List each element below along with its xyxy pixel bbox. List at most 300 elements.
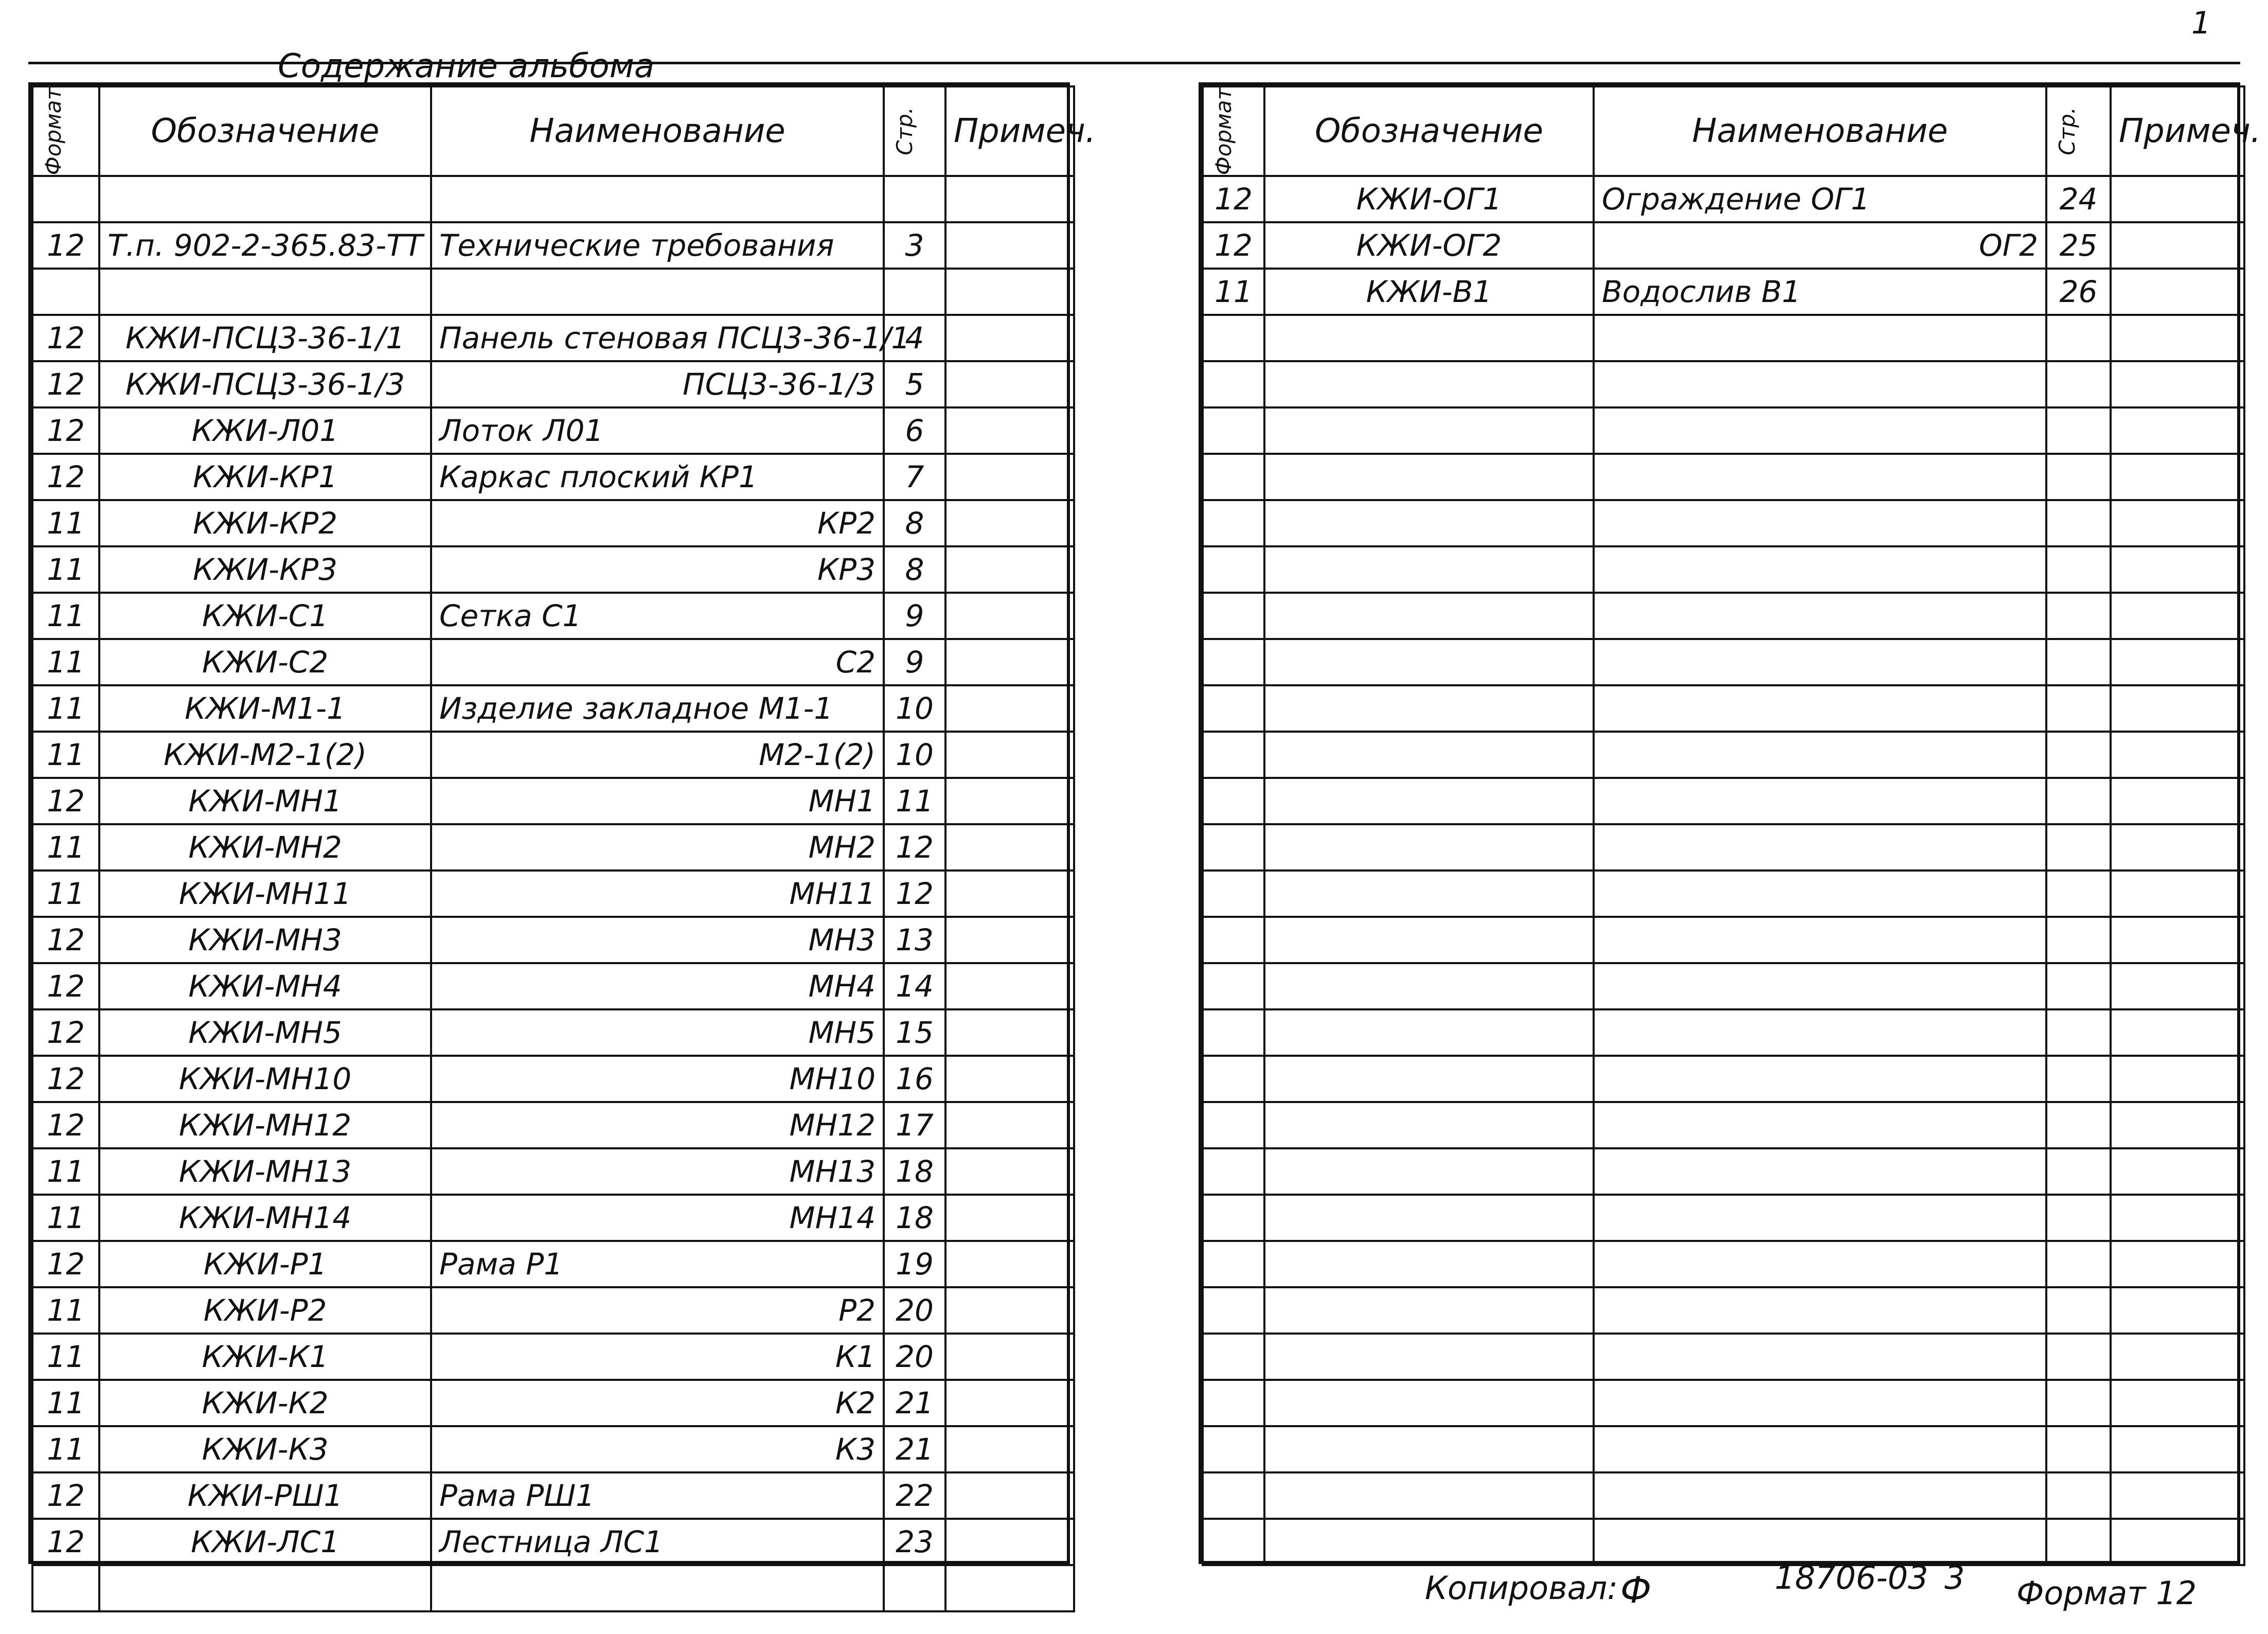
cell-format xyxy=(32,176,99,222)
footer-doc-number: 18706-03 xyxy=(1775,1559,1928,1596)
empty-cell-page xyxy=(2046,1195,2111,1241)
empty-cell-note xyxy=(2111,871,2244,917)
cell-format: 12 xyxy=(32,963,99,1009)
table-row xyxy=(32,917,1074,963)
cell-name: Сетка С1 xyxy=(431,593,884,639)
cell-note xyxy=(945,917,1074,963)
cell-note xyxy=(945,1241,1074,1287)
empty-cell-format xyxy=(1203,546,1264,593)
empty-cell-format xyxy=(1203,871,1264,917)
empty-cell-designation xyxy=(1264,1148,1594,1195)
empty-cell-designation xyxy=(1264,639,1594,685)
table-row xyxy=(32,1380,1074,1426)
empty-cell-note xyxy=(2111,1519,2244,1565)
cell-note xyxy=(945,1334,1074,1380)
table-row xyxy=(32,176,1074,222)
table-row xyxy=(32,1426,1074,1472)
table-row xyxy=(32,1334,1074,1380)
cell-designation: КЖИ-МН2 xyxy=(99,824,431,871)
cell-name: ПСЦ3-36-1/3 xyxy=(431,361,884,407)
cell-format xyxy=(32,269,99,315)
cell-note xyxy=(945,824,1074,871)
empty-cell-note xyxy=(2111,1380,2244,1426)
cell-designation: КЖИ-МН5 xyxy=(99,1009,431,1056)
empty-cell-designation xyxy=(1264,546,1594,593)
cell-designation: КЖИ-С1 xyxy=(99,593,431,639)
cell-page xyxy=(884,269,945,315)
cell-designation xyxy=(99,1565,431,1611)
empty-cell-designation xyxy=(1264,500,1594,546)
cell-page: 17 xyxy=(884,1102,945,1148)
footer-signature: Ф xyxy=(1620,1569,1652,1611)
cell-designation: КЖИ-В1 xyxy=(1264,269,1594,315)
cell-format: 12 xyxy=(32,1241,99,1287)
cell-name xyxy=(431,176,884,222)
empty-cell-name xyxy=(1594,407,2046,454)
cell-format: 11 xyxy=(32,1195,99,1241)
empty-cell-designation xyxy=(1264,315,1594,361)
empty-cell-name xyxy=(1594,315,2046,361)
cell-note xyxy=(945,1195,1074,1241)
cell-note xyxy=(945,1380,1074,1426)
empty-cell-name xyxy=(1594,454,2046,500)
cell-name: МН10 xyxy=(431,1056,884,1102)
cell-note xyxy=(945,732,1074,778)
cell-page: 21 xyxy=(884,1380,945,1426)
empty-cell-page xyxy=(2046,500,2111,546)
table-row xyxy=(32,407,1074,454)
empty-cell-note xyxy=(2111,1009,2244,1056)
empty-cell-name xyxy=(1594,917,2046,963)
table-row xyxy=(32,639,1074,685)
empty-cell-designation xyxy=(1264,1472,1594,1519)
table-row xyxy=(32,1148,1074,1195)
empty-cell-page xyxy=(2046,1380,2111,1426)
empty-cell-name xyxy=(1594,732,2046,778)
cell-format: 12 xyxy=(32,1056,99,1102)
cell-page: 8 xyxy=(884,500,945,546)
empty-cell-name xyxy=(1594,1472,2046,1519)
empty-cell-name xyxy=(1594,1241,2046,1287)
table-row xyxy=(32,593,1074,639)
cell-name: ОГ2 xyxy=(1594,222,2046,269)
empty-cell-format xyxy=(1203,1519,1264,1565)
empty-table-row xyxy=(1203,546,2244,593)
contents-table-left-body xyxy=(32,86,1096,1611)
cell-page: 18 xyxy=(884,1195,945,1241)
cell-note xyxy=(945,1565,1074,1611)
empty-table-row xyxy=(1203,361,2244,407)
cell-note xyxy=(2111,222,2244,269)
cell-designation: КЖИ-М2-1(2) xyxy=(99,732,431,778)
cell-format: 12 xyxy=(32,1009,99,1056)
empty-cell-name xyxy=(1594,593,2046,639)
cell-designation: КЖИ-МН12 xyxy=(99,1102,431,1148)
empty-cell-page xyxy=(2046,778,2111,824)
cell-format: 12 xyxy=(32,1519,99,1565)
column-header-format: Формат xyxy=(1203,86,1264,176)
table-row xyxy=(32,361,1074,407)
cell-designation: КЖИ-МН13 xyxy=(99,1148,431,1195)
column-header-name: Наименование xyxy=(431,86,884,176)
table-row xyxy=(32,222,1074,269)
empty-cell-page xyxy=(2046,1426,2111,1472)
cell-name: С2 xyxy=(431,639,884,685)
cell-format: 12 xyxy=(32,315,99,361)
cell-format: 11 xyxy=(32,732,99,778)
empty-cell-name xyxy=(1594,685,2046,732)
cell-format: 11 xyxy=(32,1287,99,1334)
cell-name: МН11 xyxy=(431,871,884,917)
cell-designation: КЖИ-К3 xyxy=(99,1426,431,1472)
cell-designation: КЖИ-ОГ1 xyxy=(1264,176,1594,222)
cell-page: 12 xyxy=(884,824,945,871)
empty-cell-note xyxy=(2111,824,2244,871)
cell-format: 12 xyxy=(32,1472,99,1519)
cell-designation: КЖИ-МН11 xyxy=(99,871,431,917)
empty-cell-format xyxy=(1203,500,1264,546)
footer-copied-label: Копировал: xyxy=(1425,1569,1618,1607)
cell-name: МН13 xyxy=(431,1148,884,1195)
table-row xyxy=(32,1565,1074,1611)
cell-name: КР2 xyxy=(431,500,884,546)
empty-cell-note xyxy=(2111,685,2244,732)
empty-cell-note xyxy=(2111,1241,2244,1287)
column-header-page: Стр. xyxy=(884,86,945,176)
empty-cell-name xyxy=(1594,1380,2046,1426)
cell-format: 12 xyxy=(32,222,99,269)
cell-format xyxy=(32,1565,99,1611)
empty-cell-format xyxy=(1203,1426,1264,1472)
empty-cell-note xyxy=(2111,315,2244,361)
cell-format: 11 xyxy=(1203,269,1264,315)
cell-designation: КЖИ-МН14 xyxy=(99,1195,431,1241)
table-row xyxy=(32,1519,1074,1565)
empty-cell-note xyxy=(2111,1102,2244,1148)
column-header-name: Наименование xyxy=(1594,86,2046,176)
contents-table-right-body xyxy=(1203,86,2261,1565)
empty-table-row xyxy=(1203,500,2244,546)
empty-cell-note xyxy=(2111,593,2244,639)
empty-cell-page xyxy=(2046,824,2111,871)
cell-page xyxy=(884,176,945,222)
cell-designation: Т.п. 902-2-365.83-ТТ xyxy=(99,222,431,269)
cell-note xyxy=(945,1102,1074,1148)
cell-note xyxy=(945,1472,1074,1519)
cell-page: 11 xyxy=(884,778,945,824)
empty-cell-designation xyxy=(1264,1102,1594,1148)
empty-table-row xyxy=(1203,454,2244,500)
cell-format: 12 xyxy=(32,454,99,500)
cell-format: 12 xyxy=(1203,176,1264,222)
cell-designation xyxy=(99,269,431,315)
empty-cell-page xyxy=(2046,732,2111,778)
empty-cell-designation xyxy=(1264,1287,1594,1334)
cell-note xyxy=(945,454,1074,500)
cell-format: 11 xyxy=(32,546,99,593)
empty-cell-designation xyxy=(1264,685,1594,732)
cell-page: 14 xyxy=(884,963,945,1009)
empty-cell-name xyxy=(1594,546,2046,593)
table-row xyxy=(32,269,1074,315)
cell-page: 12 xyxy=(884,871,945,917)
table-row xyxy=(1203,269,2244,315)
empty-cell-page xyxy=(2046,361,2111,407)
cell-page: 23 xyxy=(884,1519,945,1565)
cell-page: 25 xyxy=(2046,222,2111,269)
table-row xyxy=(32,454,1074,500)
cell-format: 11 xyxy=(32,1380,99,1426)
empty-cell-format xyxy=(1203,1334,1264,1380)
empty-cell-name xyxy=(1594,1148,2046,1195)
cell-note xyxy=(945,1287,1074,1334)
empty-table-row xyxy=(1203,1102,2244,1148)
table-row xyxy=(32,1009,1074,1056)
cell-note xyxy=(2111,269,2244,315)
cell-name: Панель стеновая ПСЦ3-36-1/1 xyxy=(431,315,884,361)
cell-format: 12 xyxy=(32,778,99,824)
column-header-note: Примеч. xyxy=(945,86,1074,176)
empty-cell-format xyxy=(1203,778,1264,824)
empty-cell-format xyxy=(1203,1102,1264,1148)
cell-page: 13 xyxy=(884,917,945,963)
cell-page xyxy=(884,1565,945,1611)
empty-cell-name xyxy=(1594,1009,2046,1056)
cell-note xyxy=(945,500,1074,546)
cell-note xyxy=(945,315,1074,361)
cell-page: 9 xyxy=(884,639,945,685)
cell-name: МН12 xyxy=(431,1102,884,1148)
cell-page: 16 xyxy=(884,1056,945,1102)
cell-name: К3 xyxy=(431,1426,884,1472)
cell-note xyxy=(945,639,1074,685)
empty-cell-format xyxy=(1203,454,1264,500)
table-row xyxy=(32,500,1074,546)
cell-page: 7 xyxy=(884,454,945,500)
table-header-row xyxy=(32,86,1074,176)
empty-cell-note xyxy=(2111,1287,2244,1334)
cell-page: 24 xyxy=(2046,176,2111,222)
table-row xyxy=(32,824,1074,871)
empty-cell-note xyxy=(2111,1148,2244,1195)
empty-cell-page xyxy=(2046,639,2111,685)
empty-cell-page xyxy=(2046,593,2111,639)
cell-name: МН4 xyxy=(431,963,884,1009)
cell-note xyxy=(945,407,1074,454)
contents-table-right xyxy=(1199,82,2261,1564)
empty-table-row xyxy=(1203,732,2244,778)
column-header-designation: Обозначение xyxy=(1264,86,1594,176)
empty-cell-name xyxy=(1594,500,2046,546)
cell-designation: КЖИ-Р1 xyxy=(99,1241,431,1287)
empty-cell-page xyxy=(2046,963,2111,1009)
cell-note xyxy=(945,1519,1074,1565)
empty-cell-note xyxy=(2111,361,2244,407)
empty-cell-designation xyxy=(1264,732,1594,778)
empty-cell-designation xyxy=(1264,778,1594,824)
empty-cell-page xyxy=(2046,1287,2111,1334)
empty-cell-format xyxy=(1203,1148,1264,1195)
cell-note xyxy=(945,269,1074,315)
cell-name: Лоток Л01 xyxy=(431,407,884,454)
empty-cell-note xyxy=(2111,546,2244,593)
cell-designation: КЖИ-К1 xyxy=(99,1334,431,1380)
empty-cell-designation xyxy=(1264,1056,1594,1102)
empty-cell-format xyxy=(1203,1056,1264,1102)
empty-cell-designation xyxy=(1264,1195,1594,1241)
cell-designation: КЖИ-М1-1 xyxy=(99,685,431,732)
table-row xyxy=(32,1287,1074,1334)
cell-note xyxy=(945,176,1074,222)
empty-cell-note xyxy=(2111,1426,2244,1472)
empty-cell-note xyxy=(2111,1195,2244,1241)
cell-note xyxy=(945,1056,1074,1102)
empty-table-row xyxy=(1203,963,2244,1009)
empty-cell-name xyxy=(1594,778,2046,824)
table-row xyxy=(32,1472,1074,1519)
empty-cell-page xyxy=(2046,1009,2111,1056)
empty-cell-name xyxy=(1594,963,2046,1009)
cell-note xyxy=(945,361,1074,407)
table-row xyxy=(32,778,1074,824)
cell-designation: КЖИ-Л01 xyxy=(99,407,431,454)
empty-cell-note xyxy=(2111,778,2244,824)
cell-name: Ограждение ОГ1 xyxy=(1594,176,2046,222)
cell-page: 3 xyxy=(884,222,945,269)
empty-cell-name xyxy=(1594,1195,2046,1241)
empty-cell-note xyxy=(2111,917,2244,963)
empty-cell-format xyxy=(1203,593,1264,639)
cell-page: 20 xyxy=(884,1334,945,1380)
empty-cell-format xyxy=(1203,315,1264,361)
cell-page: 22 xyxy=(884,1472,945,1519)
table-header-row xyxy=(1203,86,2244,176)
cell-name: МН14 xyxy=(431,1195,884,1241)
table-row xyxy=(1203,176,2244,222)
cell-format: 11 xyxy=(32,824,99,871)
empty-table-row xyxy=(1203,593,2244,639)
cell-page: 5 xyxy=(884,361,945,407)
cell-name: Лестница ЛС1 xyxy=(431,1519,884,1565)
contents-table-left xyxy=(28,82,1096,1564)
cell-note xyxy=(945,1009,1074,1056)
cell-format: 12 xyxy=(32,1102,99,1148)
empty-cell-format xyxy=(1203,963,1264,1009)
cell-designation: КЖИ-С2 xyxy=(99,639,431,685)
cell-note xyxy=(945,685,1074,732)
empty-cell-designation xyxy=(1264,1009,1594,1056)
cell-designation: КЖИ-МН10 xyxy=(99,1056,431,1102)
empty-table-row xyxy=(1203,1287,2244,1334)
cell-page: 18 xyxy=(884,1148,945,1195)
cell-page: 4 xyxy=(884,315,945,361)
empty-table-row xyxy=(1203,639,2244,685)
cell-page: 19 xyxy=(884,1241,945,1287)
cell-name: Водослив В1 xyxy=(1594,269,2046,315)
empty-cell-name xyxy=(1594,639,2046,685)
cell-note xyxy=(2111,176,2244,222)
cell-name: К1 xyxy=(431,1334,884,1380)
cell-format: 12 xyxy=(1203,222,1264,269)
empty-cell-designation xyxy=(1264,871,1594,917)
empty-cell-format xyxy=(1203,732,1264,778)
empty-cell-name xyxy=(1594,1056,2046,1102)
cell-designation: КЖИ-КР2 xyxy=(99,500,431,546)
cell-format: 12 xyxy=(32,917,99,963)
empty-table-row xyxy=(1203,315,2244,361)
footer-sheet-number: 3 xyxy=(1944,1559,1965,1596)
empty-cell-designation xyxy=(1264,917,1594,963)
empty-cell-format xyxy=(1203,407,1264,454)
cell-designation: КЖИ-КР1 xyxy=(99,454,431,500)
empty-cell-format xyxy=(1203,1241,1264,1287)
empty-cell-name xyxy=(1594,1102,2046,1148)
footer-format: Формат 12 xyxy=(2016,1574,2197,1612)
cell-name: К2 xyxy=(431,1380,884,1426)
cell-name xyxy=(431,269,884,315)
cell-designation: КЖИ-Р2 xyxy=(99,1287,431,1334)
empty-cell-designation xyxy=(1264,963,1594,1009)
cell-note xyxy=(945,778,1074,824)
empty-cell-designation xyxy=(1264,1241,1594,1287)
cell-designation: КЖИ-ПСЦ3-36-1/3 xyxy=(99,361,431,407)
empty-cell-name xyxy=(1594,361,2046,407)
empty-cell-name xyxy=(1594,824,2046,871)
empty-table-row xyxy=(1203,685,2244,732)
column-header-note: Примеч. xyxy=(2111,86,2244,176)
empty-cell-note xyxy=(2111,500,2244,546)
empty-cell-name xyxy=(1594,1334,2046,1380)
cell-designation: КЖИ-МН3 xyxy=(99,917,431,963)
page-corner-mark: 1 xyxy=(2191,5,2211,41)
cell-designation: КЖИ-МН1 xyxy=(99,778,431,824)
cell-page: 6 xyxy=(884,407,945,454)
cell-page: 10 xyxy=(884,732,945,778)
empty-table-row xyxy=(1203,1334,2244,1380)
cell-name: МН2 xyxy=(431,824,884,871)
table-row xyxy=(32,871,1074,917)
table-row xyxy=(32,1241,1074,1287)
cell-name: МН3 xyxy=(431,917,884,963)
empty-cell-note xyxy=(2111,963,2244,1009)
cell-note xyxy=(945,871,1074,917)
cell-page: 8 xyxy=(884,546,945,593)
empty-cell-designation xyxy=(1264,407,1594,454)
empty-cell-designation xyxy=(1264,454,1594,500)
cell-note xyxy=(945,593,1074,639)
empty-cell-format xyxy=(1203,685,1264,732)
cell-format: 11 xyxy=(32,639,99,685)
empty-cell-format xyxy=(1203,1195,1264,1241)
empty-cell-designation xyxy=(1264,361,1594,407)
empty-cell-note xyxy=(2111,1056,2244,1102)
cell-name: МН1 xyxy=(431,778,884,824)
table-row xyxy=(32,732,1074,778)
empty-cell-format xyxy=(1203,1380,1264,1426)
cell-name: Технические требования xyxy=(431,222,884,269)
cell-format: 11 xyxy=(32,593,99,639)
table-row xyxy=(32,315,1074,361)
empty-table-row xyxy=(1203,407,2244,454)
empty-table-row xyxy=(1203,871,2244,917)
empty-cell-page xyxy=(2046,1102,2111,1148)
empty-cell-page xyxy=(2046,1241,2111,1287)
cell-name: Рама РШ1 xyxy=(431,1472,884,1519)
empty-cell-page xyxy=(2046,1056,2111,1102)
table-row xyxy=(32,1056,1074,1102)
empty-cell-note xyxy=(2111,407,2244,454)
empty-cell-page xyxy=(2046,917,2111,963)
